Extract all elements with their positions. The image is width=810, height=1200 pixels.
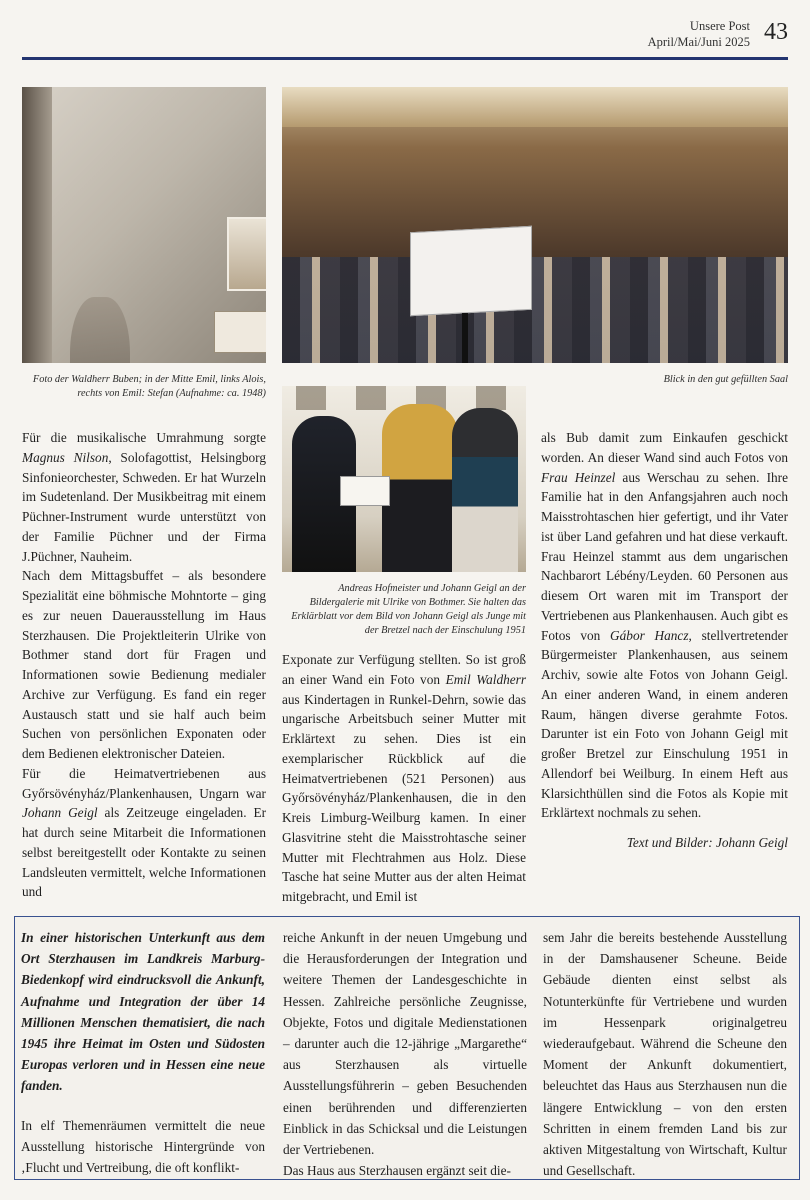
article-paragraph: als Bub damit zum Einkaufen geschickt worden. An dieser Wand sind auch Fotos von Frau Heinzel aus Werschau zu sehen. Ihre Familie hat in den Anfangsjahren auch noch Maisstrohtaschen hier gefertigt, und ihr Vater ist über Land gefahren und hat diese verkauft. Frau Heinzel stammt aus dem ungarischen Nachbarort Lébény/Leyden. 60 Personen aus diesem Ort waren mit im Transport der Vertriebenen aus Plankenhausen. Auch gibt es Fotos von Gábor Hancz, stellvertretender Bürgermeister Plankenhausen, aus seinem Archiv, sowie alte Fotos von Johann Geigl. An einer anderen Wand, in einem anderen Raum, hängen diverse gerahmte Fotos. Darunter ist ein Foto von Johann Geigl mit großer Bretzel zur Einschulung 1951 in Allendorf bei Weilburg. In einem Heft aus Klarsichthüllen sind die Fotos als Kopie mit Erklärtext nochmals zu sehen. xyxy=(541,430,788,821)
person-name: Gábor Hancz xyxy=(610,627,689,643)
caption-hall-photo: Blick in den gut gefüllten Saal xyxy=(663,374,788,385)
photo-gallery-group xyxy=(282,386,526,572)
page-number: 43 xyxy=(764,19,788,45)
article-paragraph: Für die Heimatvertriebenen aus Győrsövényház/Plankenhausen, Ungarn war Johann Geigl als Zeitzeuge eingeladen. Er hat durch seine Mitarbeit die Informationen selbst bereitgestellt oder Kontakte zu seinen Landsleuten vermittelt, welche Informationen und xyxy=(22,765,266,900)
article-credit: Text und Bilder: Johann Geigl xyxy=(626,835,788,850)
photo-music-sheet xyxy=(410,226,532,316)
photo-person-geigl xyxy=(382,404,458,572)
photo-explanation-sheet xyxy=(340,476,390,506)
info-box-column-3 xyxy=(543,927,787,1181)
page-header xyxy=(648,18,788,50)
info-box-paragraph: Das Haus aus Sterzhausen ergänzt seit die- xyxy=(283,1163,511,1179)
photo-hall-ceiling xyxy=(282,87,788,127)
issue-info xyxy=(648,18,750,50)
photo-document-card xyxy=(214,311,266,353)
photo-boys xyxy=(70,297,130,363)
info-box-paragraph: reiche Ankunft in der neuen Umgebung und die Herausforderungen der Integration und weitere Themen der Landesgeschichte in Hessen. Zahlreiche persönliche Zeugnisse, Objekte, Fotos und digitale Medienstationen – darunter auch die 12-jährige „Margarethe“ aus Sterzhausen als virtuelle Ausstellungsführerin – geben Besuchenden einen berührenden und differenzierten Einblick in das Schicksal und die Leistungen der Vertriebenen. xyxy=(283,930,527,1158)
article-column-2 xyxy=(282,650,526,907)
info-box-column-1 xyxy=(21,927,265,1178)
article-paragraph: Nach dem Mittagsbuffet – als besondere Spezialität eine böhmische Mohntorte – ging es zur neuen Dauerausstellung im Haus Sterzhausen. Die Projektleiterin Ulrike von Bothmer stand dort für Fragen und Informationen sowie Bedienung medialer Archive zur Verfügung. Es fand ein reger Austausch statt und sie half auch beim Suchen von persönlichen Exponaten oder dem Bedienen elektronischer Dateien. xyxy=(22,568,266,761)
person-name: Emil Waldherr xyxy=(445,671,527,687)
photo-music-stand xyxy=(462,313,468,363)
article-column-1 xyxy=(22,428,266,902)
photo-full-hall xyxy=(282,87,788,363)
article-paragraph: Exponate zur Verfügung stellten. So ist groß an einer Wand ein Foto von Emil Waldherr aus Kindertagen in Runkel-Dehrn, sowie das ungarische Arbeitsbuch seiner Mutter mit Erklärtext zu sehen. Dies ist ein exemplarischer Rückblick auf die Heimatvertriebenen (521 Personen) aus Győrsövényház/Plankenhausen, die in den Kreis Limburg-Weilburg kamen. In einer Glasvitrine steht die Maisstrohtasche seiner Mutter mit Flechtrahmen aus Holz. Diese Tasche hat seine Mutter aus der alten Heimat mitgebracht, und Emil ist xyxy=(282,652,527,904)
info-box-paragraph: In elf Themenräumen vermittelt die neue Ausstellung historische Hintergründe von ‚Flucht und Vertreibung, die oft konflikt- xyxy=(21,1117,265,1176)
photo-frame-edge xyxy=(22,87,52,363)
article-paragraph: Für die musikalische Umrahmung sorgte Magnus Nilson, Solofagottist, Helsingborg Sinfonieorchester, Schweden. Er hat Wurzeln im Sudetenland. Der Musikbeitrag mit einem Püchner-Instrument wurde unterstützt von der Familie Püchner und der Firma J.Püchner, Nauheim. xyxy=(22,430,266,564)
photo-wedding-portrait xyxy=(227,217,266,291)
issue-date: April/Mai/Juni 2025 xyxy=(647,35,750,49)
info-box-column-2 xyxy=(283,927,527,1181)
info-box xyxy=(14,916,800,1180)
article-column-3 xyxy=(541,428,788,853)
photo-exhibit-wall xyxy=(22,87,266,363)
photo-person-bothmer xyxy=(452,408,518,572)
person-name: Magnus Nilson xyxy=(22,449,109,465)
caption-left-photo: Foto der Waldherr Buben; in der Mitte Emil, links Alois, rechts von Emil: Stefan (Aufnahme: ca. 1948) xyxy=(32,374,266,399)
photo-audience xyxy=(282,257,788,363)
magazine-name: Unsere Post xyxy=(689,19,750,33)
info-box-paragraph: sem Jahr die bereits bestehende Ausstellung in der Damshausener Scheune. Beide Gebäude dienten einst selbst als Notunterkünfte für Vertriebene und wurden im Hessenpark originalgetreu wiederaufgebaut. Während die Scheune den Moment der Ankunft dokumentiert, beleuchtet das Haus aus Sterzhausen nun die längere Entwicklung – von den ersten Schritten in einem fremden Land bis zur aktiven Mitgestaltung von Wirtschaft, Kultur und Gesellschaft. xyxy=(543,930,787,1179)
header-rule xyxy=(22,57,788,60)
info-box-lead: In einer historischen Unterkunft aus dem Ort Sterzhausen im Landkreis Marburg-Biedenkopf wird eindrucksvoll die Ankunft, Aufnahme und Integration der über 14 Millionen Menschen thematisiert, die nach 1945 ihre Heimat im Osten und Südosten Europas verloren und in Hessen eine neue fanden. xyxy=(21,930,265,1094)
person-name: Frau Heinzel xyxy=(541,469,616,485)
person-name: Johann Geigl xyxy=(22,805,98,821)
caption-middle-photo: Andreas Hofmeister und Johann Geigl an der Bildergalerie mit Ulrike von Bothmer. Sie halten das Erklärblatt vor dem Bild von Johann Geigl als Junge mit der Bretzel nach der Einschulung 1951 xyxy=(291,583,526,636)
